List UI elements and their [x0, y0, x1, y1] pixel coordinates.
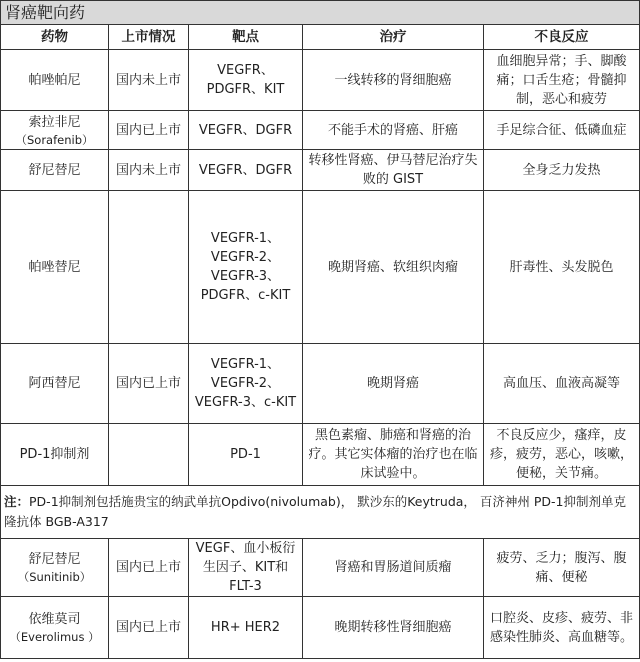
- treatment-cell: 转移性肾癌、伊马替尼治疗失败的 GIST: [303, 150, 484, 191]
- adverse-cell: 全身乏力发热: [484, 150, 640, 191]
- drug-cell: [1, 539, 109, 597]
- drug-cell: [1, 597, 109, 659]
- status-cell: [109, 424, 189, 486]
- target-cell: HR+ HER2: [189, 597, 303, 659]
- treatment-cell: 晚期肾癌、软组织肉瘤: [303, 191, 484, 344]
- status-cell: 国内未上市: [109, 150, 189, 191]
- table-row: [1, 111, 640, 150]
- drug-name: 舒尼替尼: [28, 552, 81, 567]
- status-cell: 国内未上市: [109, 50, 189, 111]
- drug-cell: [1, 111, 109, 150]
- treatment-cell: 肾癌和胃肠道间质瘤: [303, 539, 484, 597]
- drug-english-name: （Sorafenib）: [15, 132, 94, 147]
- header-status: 上市情况: [109, 25, 189, 50]
- status-cell: 国内已上市: [109, 597, 189, 659]
- adverse-cell: 疲劳、乏力；腹泻、腹痛、便秘: [484, 539, 640, 597]
- header-drug: 药物: [1, 25, 109, 50]
- adverse-cell: 高血压、血液高凝等: [484, 344, 640, 424]
- treatment-cell: 不能手术的肾癌、肝癌: [303, 111, 484, 150]
- drug-name: 阿西替尼: [28, 376, 81, 391]
- drug-name: PD-1抑制剂: [19, 447, 90, 462]
- table-row: [1, 597, 640, 659]
- treatment-cell: 黑色素瘤、肺癌和肾癌的治疗。其它实体瘤的治疗也在临床试验中。: [303, 424, 484, 486]
- note-label: 注：: [4, 494, 30, 509]
- header-treatment: 治疗: [303, 25, 484, 50]
- status-cell: 国内已上市: [109, 539, 189, 597]
- table-row: [1, 191, 640, 344]
- target-cell: PD-1: [189, 424, 303, 486]
- note-cell: [1, 486, 640, 539]
- drug-name: 索拉非尼: [28, 114, 81, 130]
- drug-cell: [1, 191, 109, 344]
- adverse-cell: 手足综合征、低磷血症: [484, 111, 640, 150]
- adverse-cell: 血细胞异常；手、脚酸痛；口舌生疮；骨髓抑制，恶心和疲劳: [484, 50, 640, 111]
- drug-name: 依维莫司: [28, 612, 81, 627]
- treatment-cell: 一线转移的肾细胞癌: [303, 50, 484, 111]
- table-row: [1, 50, 640, 111]
- drug-name: 帕唑替尼: [28, 259, 81, 275]
- adverse-cell: 肝毒性、头发脱色: [484, 191, 640, 344]
- target-cell: VEGFR、PDGFR、KIT: [189, 50, 303, 111]
- drug-english-name: （Sunitinib）: [17, 570, 92, 584]
- target-cell: VEGF、血小板衍生因子、KIT和FLT-3: [189, 539, 303, 597]
- note-text: PD-1抑制剂包括施贵宝的纳武单抗Opdivo(nivolumab)， 默沙东的Keytruda， 百济神州 PD-1抑制剂单克隆抗体 BGB-A317: [4, 494, 626, 529]
- table-title: 肾癌靶向药: [1, 1, 640, 25]
- treatment-cell: 晚期转移性肾细胞癌: [303, 597, 484, 659]
- target-cell: VEGFR-1、VEGFR-2、VEGFR-3、c-KIT: [189, 344, 303, 424]
- treatment-cell: 晚期肾癌: [303, 344, 484, 424]
- table-row: [1, 344, 640, 424]
- drug-name: 帕唑帕尼: [28, 72, 81, 88]
- target-cell: VEGFR、DGFR: [189, 111, 303, 150]
- table-row: [1, 424, 640, 486]
- drug-name: 舒尼替尼: [28, 162, 81, 178]
- table-row: [1, 539, 640, 597]
- drug-cell: [1, 150, 109, 191]
- status-cell: 国内已上市: [109, 344, 189, 424]
- drug-cell: [1, 50, 109, 111]
- drug-cell: [1, 344, 109, 424]
- header-target: 靶点: [189, 25, 303, 50]
- status-cell: 国内已上市: [109, 111, 189, 150]
- adverse-cell: 不良反应少，瘙痒，皮疹，疲劳，恶心，咳嗽，便秘，关节痛。: [484, 424, 640, 486]
- target-cell: VEGFR、DGFR: [189, 150, 303, 191]
- target-cell: VEGFR-1、VEGFR-2、VEGFR-3、PDGFR、c-KIT: [189, 191, 303, 344]
- table-row: [1, 150, 640, 191]
- drug-cell: [1, 424, 109, 486]
- header-adverse: 不良反应: [484, 25, 640, 50]
- adverse-cell: 口腔炎、皮疹、疲劳、非感染性肺炎、高血糖等。: [484, 597, 640, 659]
- drug-english-name: （Everolimus ）: [9, 630, 100, 644]
- status-cell: [109, 191, 189, 344]
